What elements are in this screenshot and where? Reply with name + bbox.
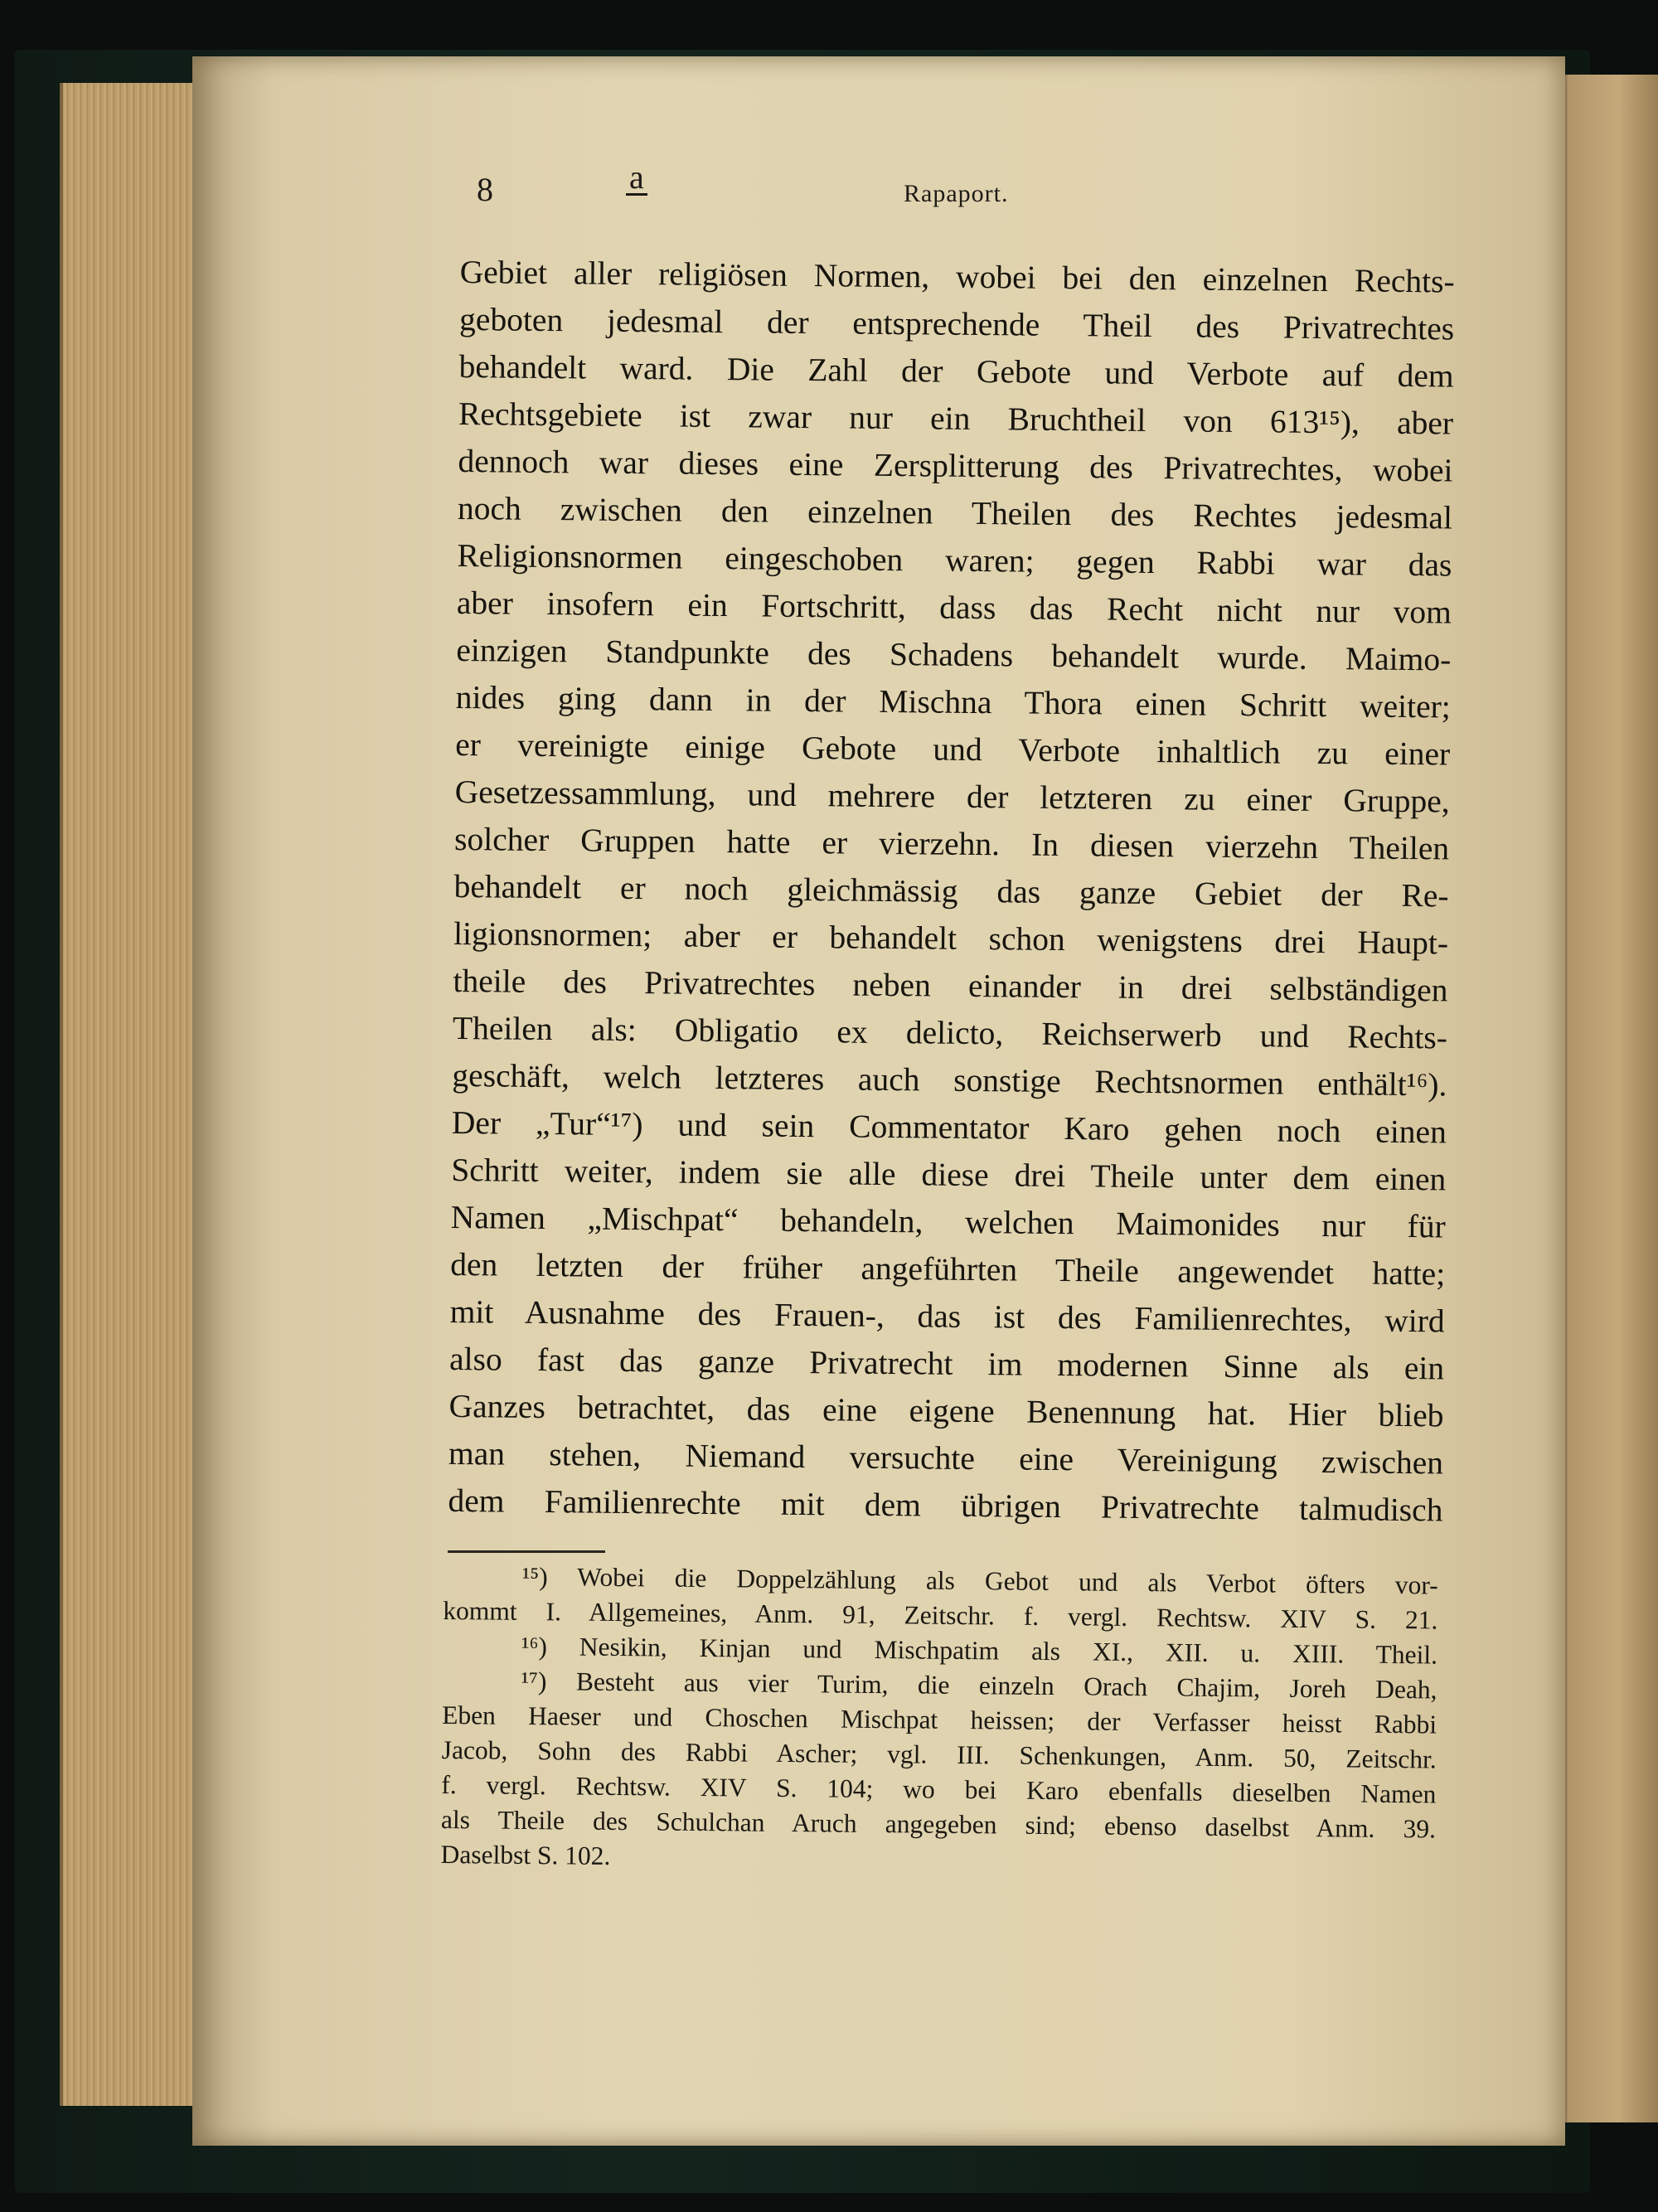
running-title: Rapaport. xyxy=(904,180,1009,207)
text-line: Gesetzessammlung, und mehrere der letzteren zu einer Gruppe, xyxy=(454,773,1450,820)
text-line: den letzten der früher angeführten Theile angewendet hatte; xyxy=(450,1245,1446,1293)
text-line: dem Familienrechte mit dem übrigen Privatrechte talmudisch xyxy=(448,1482,1443,1529)
text-line: aber insofern ein Fortschritt, dass das Recht nicht nur vom xyxy=(456,584,1452,631)
page-number: 8 xyxy=(477,171,493,208)
text-line: Rechtsgebiete ist zwar nur ein Bruchtheil von 613¹⁵), aber xyxy=(458,395,1454,442)
text-line: geboten jedesmal der entsprechende Theil des Privatrechtes xyxy=(458,300,1455,347)
text-line: er vereinigte einige Gebote und Verbote inhaltlich zu einer xyxy=(455,725,1451,773)
text-line: Schritt weiter, indem sie alle diese drei Theile unter dem einen xyxy=(451,1151,1447,1198)
text-line: man stehen, Niemand versuchte eine Vereinigung zwischen xyxy=(448,1434,1444,1482)
text-line: Der „Tur“¹⁷) und sein Commentator Karo gehen noch einen xyxy=(451,1104,1447,1151)
footnotes xyxy=(440,1559,1438,1882)
next-page-edge xyxy=(1559,75,1658,2122)
text-line: behandelt ward. Die Zahl der Gebote und Verbote auf dem xyxy=(458,347,1454,395)
text-line: mit Ausnahme des Frauen-, das ist des Familienrechtes, wird xyxy=(449,1293,1445,1340)
text-line: solcher Gruppen hatte er vierzehn. In diesen vierzehn Theilen xyxy=(453,820,1450,867)
footnote-17: ¹⁷) Besteht aus vier Turim, die einzeln Orach Chajim, Joreh Deah, xyxy=(521,1666,1437,1705)
footnote-line: Jacob, Sohn des Rabbi Ascher; vgl. III. Schenkungen, Anm. 50, Zeitschr. xyxy=(441,1734,1437,1774)
footnote-16: ¹⁶) Nesikin, Kinjan und Mischpatim als XI., XII. u. XIII. Theil. xyxy=(521,1631,1438,1670)
text-line: nides ging dann in der Mischna Thora einen Schritt weiter; xyxy=(455,678,1451,725)
text-line: Ganzes betrachtet, das eine eigene Benennung hat. Hier blieb xyxy=(448,1387,1444,1434)
footnote-line: kommt I. Allgemeines, Anm. 91, Zeitschr. f. vergl. Rechtsw. XIV S. 21. xyxy=(443,1595,1438,1635)
footnote-15: ¹⁵) Wobei die Doppelzählung als Gebot und als Verbot öfters vor- xyxy=(521,1561,1438,1600)
text-line: Theilen als: Obligatio ex delicto, Reichserwerb und Rechts- xyxy=(452,1009,1448,1056)
text-line: dennoch war dieses eine Zersplitterung des Privatrechtes, wobei xyxy=(458,442,1453,489)
body-text xyxy=(448,249,1455,1534)
text-line: geschäft, welch letzteres auch sonstige Rechtsnormen enthält¹⁶). xyxy=(452,1056,1447,1104)
running-head xyxy=(282,158,1525,228)
footnote-line: Daselbst S. 102. xyxy=(440,1839,611,1870)
text-line: theile des Privatrechtes neben einander in drei selbständigen xyxy=(453,962,1448,1009)
footnote-rule xyxy=(448,1550,605,1553)
signature-mark: a xyxy=(626,162,647,196)
text-line: noch zwischen den einzelnen Theilen des Rechtes jedesmal xyxy=(457,489,1453,536)
text-line: behandelt er noch gleichmässig das ganze Gebiet der Re- xyxy=(453,867,1449,914)
text-line: Namen „Mischpat“ behandeln, welchen Maimonides nur für xyxy=(450,1198,1446,1245)
footnote-line: f. vergl. Rechtsw. XIV S. 104; wo bei Karo ebenfalls dieselben Namen xyxy=(441,1769,1437,1809)
text-line: einzigen Standpunkte des Schadens behandelt wurde. Maimo- xyxy=(456,631,1452,678)
text-line: ligionsnormen; aber er behandelt schon wenigstens drei Haupt- xyxy=(453,914,1449,962)
text-line: also fast das ganze Privatrecht im modernen Sinne als ein xyxy=(448,1340,1445,1387)
footnote-line: als Theile des Schulchan Aruch angegeben sind; ebenso daselbst Anm. 39. xyxy=(440,1804,1437,1844)
text-line: Gebiet aller religiösen Normen, wobei bei den einzelnen Rechts- xyxy=(459,253,1455,300)
footnote-line: Eben Haeser und Choschen Mischpat heissen; der Verfasser heisst Rabbi xyxy=(442,1700,1437,1739)
text-line: Religionsnormen eingeschoben waren; gegen Rabbi war das xyxy=(457,536,1452,584)
